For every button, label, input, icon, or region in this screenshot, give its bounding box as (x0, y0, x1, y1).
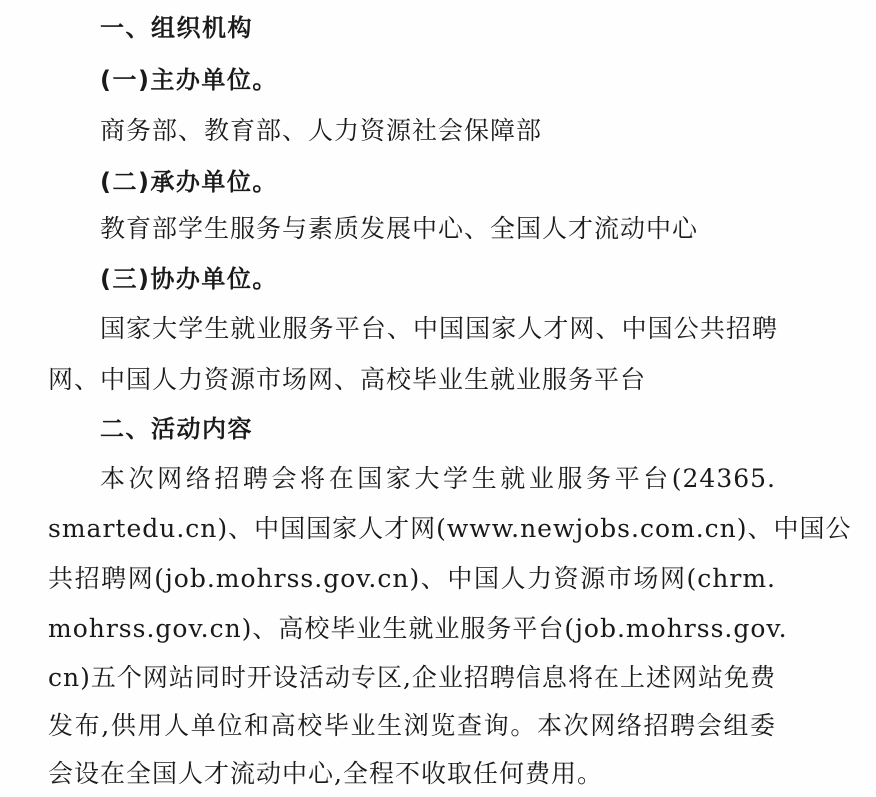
section-heading-organization: 一、组织机构 (100, 14, 253, 42)
activity-content-line-6: 发布,供用人单位和高校毕业生浏览查询。本次网络招聘会组委 (48, 711, 776, 740)
host-units-text: 商务部、教育部、人力资源社会保障部 (100, 116, 543, 145)
activity-content-line-2: smartedu.cn)、中国国家人才网(www.newjobs.com.cn)、中国公 (48, 514, 852, 543)
co-organizer-units-line-1: 国家大学生就业服务平台、中国国家人才网、中国公共招聘 (100, 314, 778, 343)
organizer-units-text: 教育部学生服务与素质发展中心、全国人才流动中心 (100, 214, 699, 243)
activity-content-line-5: cn)五个网站同时开设活动专区,企业招聘信息将在上述网站免费 (48, 663, 776, 692)
subheading-organizer-units: (二)承办单位。 (100, 168, 278, 196)
co-organizer-units-line-2: 网、中国人力资源市场网、高校毕业生就业服务平台 (48, 365, 647, 394)
subheading-host-units: (一)主办单位。 (100, 66, 278, 94)
activity-content-line-3: 共招聘网(job.mohrss.gov.cn)、中国人力资源市场网(chrm. (48, 564, 776, 593)
activity-content-line-1: 本次网络招聘会将在国家大学生就业服务平台(24365. (100, 464, 776, 493)
subheading-co-organizer-units: (三)协办单位。 (100, 265, 278, 293)
activity-content-line-7: 会设在全国人才流动中心,全程不收取任何费用。 (48, 759, 603, 788)
activity-content-line-4: mohrss.gov.cn)、高校毕业生就业服务平台(job.mohrss.gov. (48, 614, 788, 643)
section-heading-activity-content: 二、活动内容 (100, 415, 253, 443)
